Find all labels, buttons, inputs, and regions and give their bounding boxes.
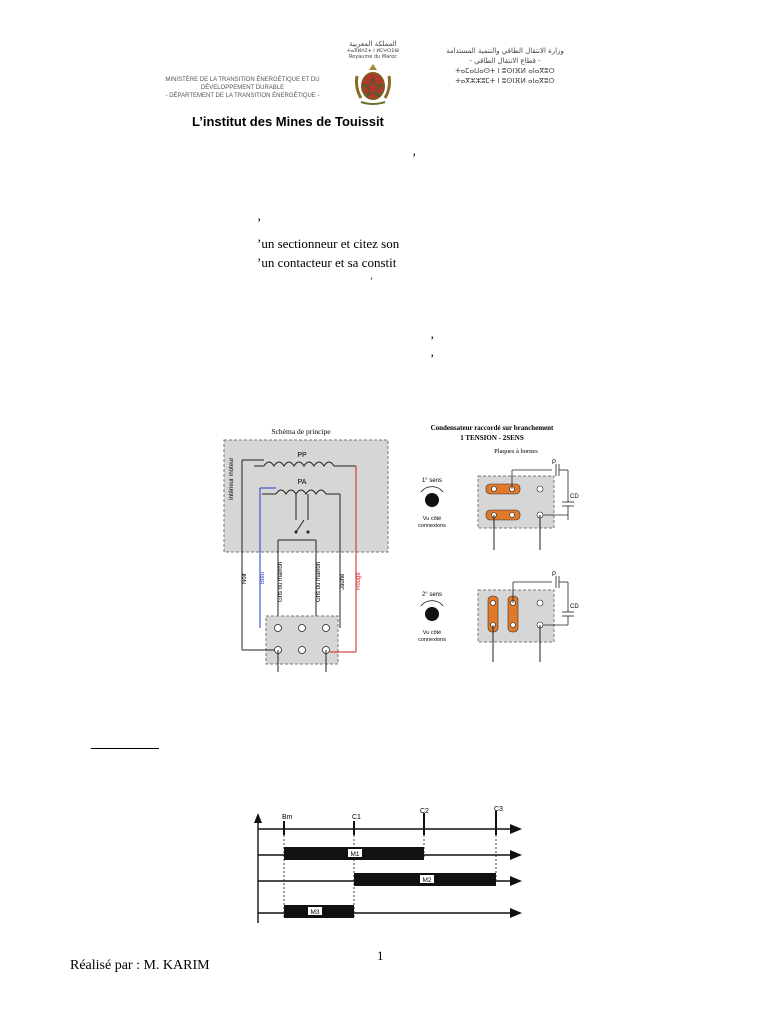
text-fragment: ’ bbox=[412, 150, 417, 165]
ministry-tifinagh-line-1: ⵜⴰⵎⴰⵡⴰⵙⵜ ⵏ ⵓⵙⵏⴼⵍ ⴰⵏⴰⴳⵓⵔ bbox=[455, 67, 555, 75]
ministry-ar-line-2: - قطاع الانتقال الطاقي - bbox=[469, 57, 541, 65]
capacitor-title: Condensateur raccordé sur branchement bbox=[430, 424, 554, 432]
view-side-label: Vu côté bbox=[422, 516, 442, 522]
connections-label: connexions bbox=[418, 637, 446, 643]
capacitor-subtitle: 1 TENSION - 2SENS bbox=[460, 434, 524, 442]
question-contacteur: ’un contacteur et sa constit bbox=[257, 255, 397, 270]
marker-c1-label: C1 bbox=[352, 814, 361, 821]
text-fragment: ’ bbox=[370, 276, 373, 286]
motor-interior-label: Intérieur moteur bbox=[229, 457, 235, 500]
capacitor-p-label: P bbox=[552, 572, 557, 578]
ministry-line-1: MINISTÈRE DE LA TRANSITION ÉNERGÉTIQUE ET DU bbox=[165, 77, 320, 83]
bar-m2-label: M2 bbox=[422, 877, 432, 884]
ministry-header-ar bbox=[415, 46, 595, 86]
bar-m3-label: M3 bbox=[310, 909, 320, 916]
marker-c3-label: C3 bbox=[494, 806, 503, 813]
motor-wiring-figure bbox=[216, 420, 588, 678]
crest-tifinagh-text: ⵜⴰⴳⵍⴷⵉⵜ ⵏ ⵍⵎⵖⵔⵉⴱ bbox=[347, 48, 399, 54]
wire-label: Rouge bbox=[356, 572, 362, 590]
ministry-ar-line-1: وزارة الانتقال الطاقي والتنمية المستدامة bbox=[446, 47, 564, 55]
capacitor-cd-label: CD bbox=[570, 494, 579, 500]
text-fragment: ’ bbox=[430, 333, 435, 348]
ministry-line-2: DÉVELOPPEMENT DURABLE bbox=[200, 85, 285, 91]
question-sectionneur: ’un sectionneur et citez son bbox=[257, 236, 400, 251]
ministry-header-fr bbox=[150, 76, 335, 100]
view-side-label: Vu côté bbox=[422, 630, 442, 636]
ministry-tifinagh-line-2: ⵜⴰⴳⵣⵣⵓⵎⵜ ⵏ ⵓⵙⵏⴼⵍ ⴰⵏⴰⴳⵓⵔ bbox=[455, 77, 555, 85]
timing-diagram-figure bbox=[252, 805, 532, 930]
crest-arabic-text: المملكة المغربية bbox=[349, 40, 397, 48]
section-underline bbox=[91, 748, 159, 749]
wire-label: Noir bbox=[242, 572, 248, 584]
winding-pa-label: PA bbox=[297, 479, 307, 486]
wire-label: Gris ou marron bbox=[316, 561, 322, 602]
text-fragment: ’ bbox=[430, 351, 435, 366]
royal-crest bbox=[340, 40, 406, 106]
sens1-label: 1° sens bbox=[421, 478, 443, 484]
wire-label: Jaune bbox=[340, 573, 346, 590]
marker-c2-label: C2 bbox=[420, 808, 429, 815]
wire-label: Bleu bbox=[260, 571, 266, 584]
ministry-line-3: - DÉPARTEMENT DE LA TRANSITION ÉNERGÉTIQUE - bbox=[165, 93, 320, 99]
coat-of-arms-icon bbox=[353, 62, 393, 106]
schematic-title: Schéma de principe bbox=[271, 427, 331, 436]
sens2-label: 2° sens bbox=[421, 592, 443, 598]
marker-bm-label: Bm bbox=[282, 814, 293, 821]
text-fragment: ’ bbox=[257, 215, 262, 230]
page-number: 1 bbox=[377, 948, 384, 963]
terminal-board-label: Plaques à bornes bbox=[494, 448, 538, 455]
crest-latin-text: Royaume du Maroc bbox=[348, 54, 398, 60]
capacitor-cd-label: CD bbox=[570, 604, 579, 610]
bar-m1-label: M1 bbox=[350, 851, 360, 858]
capacitor-p-label: P bbox=[552, 460, 557, 466]
wire-label: Gris ou marron bbox=[278, 561, 284, 602]
winding-pp-label: PP bbox=[297, 452, 307, 459]
author-credit: Réalisé par : M. KARIM bbox=[70, 958, 210, 973]
connections-label: connexions bbox=[418, 523, 446, 529]
institute-title: L’institut des Mines de Touissit bbox=[192, 114, 384, 129]
